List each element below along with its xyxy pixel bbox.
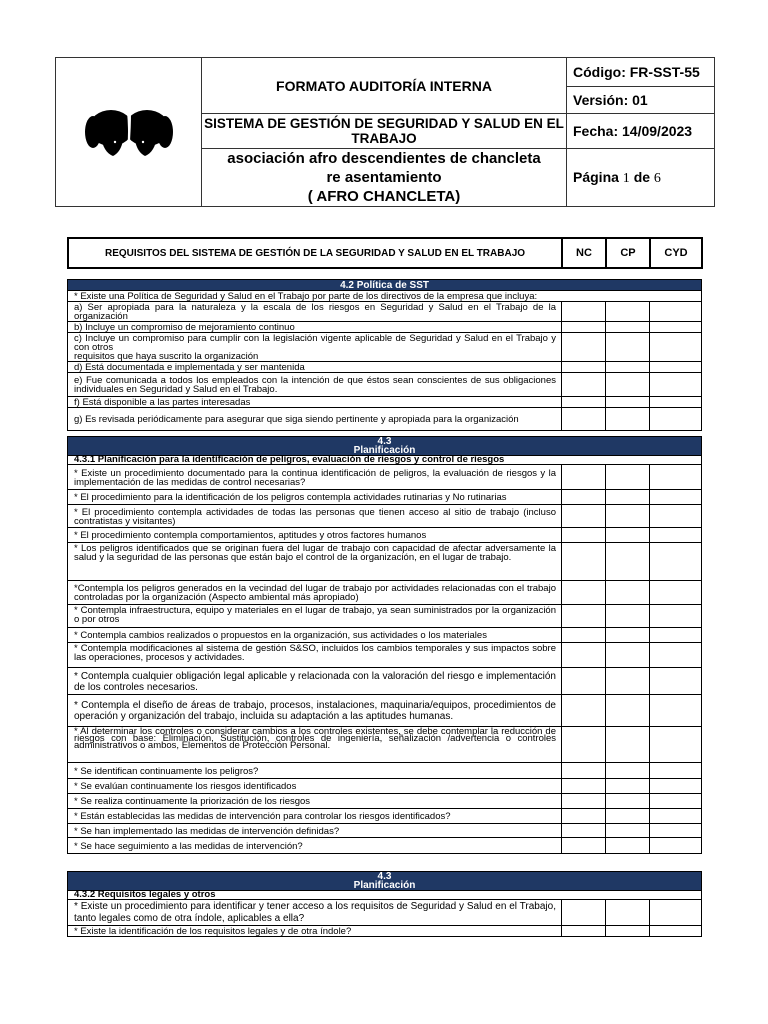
cyd-cell[interactable]: [650, 302, 702, 322]
list-item: * El procedimiento para la identificación de los peligros contempla actividades rutinarias y No rutinarias: [68, 490, 562, 505]
section-bar: [68, 872, 702, 891]
list-item: * Se han implementado las medidas de intervención definidas?: [68, 824, 562, 838]
list-item: * Contempla infraestructura, equipo y materiales en el lugar de trabajo, ya sean suministrados por la organización o por otros: [68, 605, 562, 628]
logo-cell: [56, 58, 202, 207]
nc-cell[interactable]: [562, 373, 606, 397]
list-item: * Existe un procedimiento para identificar y tener acceso a los requisitos de Seguridad y Salud en el Trabajo, tanto legales como de otra índole, aplicables a ella?: [68, 900, 562, 926]
cp-cell[interactable]: [606, 668, 650, 695]
cp-header: CP: [606, 238, 650, 268]
list-item: * Se realiza continuamente la priorización de los riesgos: [68, 794, 562, 809]
list-item: * Existe la identificación de los requisitos legales y de otra índole?: [68, 926, 562, 937]
cyd-cell[interactable]: [650, 505, 702, 528]
cp-cell[interactable]: [606, 528, 650, 543]
cp-cell[interactable]: [606, 408, 650, 431]
document-header: [55, 57, 715, 207]
list-item: [68, 333, 562, 362]
pagina-field: [567, 149, 715, 207]
nc-cell[interactable]: [562, 302, 606, 322]
nc-cell[interactable]: [562, 900, 606, 926]
version-field: Versión: 01: [567, 87, 715, 114]
cp-cell[interactable]: [606, 373, 650, 397]
cp-cell[interactable]: [606, 581, 650, 605]
cyd-cell[interactable]: [650, 668, 702, 695]
section-title: Planificación: [353, 880, 416, 891]
list-item: * Se hace seguimiento a las medidas de intervención?: [68, 838, 562, 854]
system-title: SISTEMA DE GESTIÓN DE SEGURIDAD Y SALUD EN EL TRABAJO: [202, 114, 567, 149]
cyd-cell[interactable]: [650, 373, 702, 397]
cyd-cell[interactable]: [650, 581, 702, 605]
cyd-cell[interactable]: [650, 809, 702, 824]
cp-cell[interactable]: [606, 322, 650, 333]
list-item: * Están establecidas las medidas de intervención para controlar los riesgos identificados?: [68, 809, 562, 824]
nc-cell[interactable]: [562, 528, 606, 543]
cyd-cell[interactable]: [650, 465, 702, 490]
nc-cell[interactable]: [562, 926, 606, 937]
list-item: a) Ser apropiada para la naturaleza y la escala de los riesgos en Seguridad y Salud en el Trabajo de la organización: [68, 302, 562, 322]
nc-cell[interactable]: [562, 322, 606, 333]
list-item: e) Fue comunicada a todos los empleados con la intención de que éstos sean conscientes de sus obligaciones individuales en Seguridad y Salud en el Trabajo.: [68, 373, 562, 397]
cp-cell[interactable]: [606, 900, 650, 926]
cp-cell[interactable]: [606, 397, 650, 408]
list-item: * Existe una Política de Seguridad y Salud en el Trabajo por parte de los directivos de la empresa que incluya:: [68, 291, 702, 302]
cp-cell[interactable]: [606, 809, 650, 824]
cyd-cell[interactable]: [650, 695, 702, 727]
cyd-cell[interactable]: [650, 628, 702, 643]
nc-header: NC: [562, 238, 606, 268]
nc-cell[interactable]: [562, 727, 606, 763]
cp-cell[interactable]: [606, 628, 650, 643]
list-item: * Existe un procedimiento documentado para la continua identificación de peligros, la evaluación de riesgos y la implementación de las medidas de control necesarias?: [68, 465, 562, 490]
cyd-cell[interactable]: [650, 543, 702, 581]
list-item: * Los peligros identificados que se originan fuera del lugar de trabajo con capacidad de afectar adversamente la salud y la seguridad de las personas que están bajo el control de la organización, en el lugar de trabajo.: [68, 543, 562, 581]
section-bar: [68, 437, 702, 456]
nc-cell[interactable]: [562, 794, 606, 809]
subsection-heading: 4.3.2 Requisitos legales y otros: [68, 891, 702, 900]
list-item: * Se identifican continuamente los peligros?: [68, 763, 562, 779]
cyd-cell[interactable]: [650, 763, 702, 779]
cyd-cell[interactable]: [650, 322, 702, 333]
list-item: d) Está documentada e implementada y ser mantenida: [68, 362, 562, 373]
cyd-cell[interactable]: [650, 794, 702, 809]
codigo-field: Código: FR-SST-55: [567, 58, 715, 87]
org-line-1: asociación afro descendientes de chancleta: [227, 150, 541, 167]
cp-cell[interactable]: [606, 794, 650, 809]
nc-cell[interactable]: [562, 505, 606, 528]
nc-cell[interactable]: [562, 408, 606, 431]
nc-cell[interactable]: [562, 809, 606, 824]
nc-cell[interactable]: [562, 333, 606, 362]
cyd-cell[interactable]: [650, 779, 702, 794]
nc-cell[interactable]: [562, 628, 606, 643]
org-line-3: ( AFRO CHANCLETA): [307, 188, 461, 205]
nc-cell[interactable]: [562, 824, 606, 838]
cp-cell[interactable]: [606, 362, 650, 373]
cp-cell[interactable]: [606, 543, 650, 581]
cyd-cell[interactable]: [650, 926, 702, 937]
pagina-label: Página: [573, 168, 619, 185]
cp-cell[interactable]: [606, 838, 650, 854]
list-item: * Se evalúan continuamente los riesgos identificados: [68, 779, 562, 794]
section-number: 4.3: [377, 436, 392, 447]
cp-cell[interactable]: [606, 302, 650, 322]
nc-cell[interactable]: [562, 838, 606, 854]
nc-cell[interactable]: [562, 763, 606, 779]
section-4-3-1-table: [67, 436, 702, 854]
cyd-cell[interactable]: [650, 408, 702, 431]
list-item: * Al determinar los controles o considerar cambios a los controles existentes, se debe contemplar la reducción de riesgos con base: Eliminación, Sustitución, controles de ingeniería, señalización /advertencia o controles administrativos o ambos, Elementos de Protección Personal.: [68, 727, 562, 763]
list-item: b) Incluye un compromiso de mejoramiento continuo: [68, 322, 562, 333]
organization-name: [202, 149, 567, 207]
cp-cell[interactable]: [606, 779, 650, 794]
nc-cell[interactable]: [562, 465, 606, 490]
nc-cell[interactable]: [562, 397, 606, 408]
two-faces-logo-icon: [56, 58, 201, 206]
nc-cell[interactable]: [562, 581, 606, 605]
org-line-2: re asentamiento: [326, 169, 442, 186]
list-item: *Contempla los peligros generados en la vecindad del lugar de trabajo por actividades relacionadas con el trabajo controladas por la organización (Aspecto ambiental más apropiado): [68, 581, 562, 605]
list-item: * Contempla modificaciones al sistema de gestión S&SO, incluidos los cambios temporales y sus impactos sobre las operaciones, procesos y actividades.: [68, 643, 562, 668]
list-item: * El procedimiento contempla actividades de todas las personas que tienen acceso al sitio de trabajo (incluso contratistas y visitantes): [68, 505, 562, 528]
nc-cell[interactable]: [562, 643, 606, 668]
item-text: c) Incluye un compromiso para cumplir con la legislación vigente aplicable de Seguridad y Salud en el Trabajo y con otros: [74, 333, 556, 353]
nc-cell[interactable]: [562, 605, 606, 628]
cyd-cell[interactable]: [650, 824, 702, 838]
cyd-cell[interactable]: [650, 838, 702, 854]
list-item: * Contempla cambios realizados o propuestos en la organización, sus actividades o los materiales: [68, 628, 562, 643]
cyd-cell[interactable]: [650, 490, 702, 505]
fecha-field: Fecha: 14/09/2023: [567, 114, 715, 149]
cyd-header: CYD: [650, 238, 702, 268]
cp-cell[interactable]: [606, 824, 650, 838]
cp-cell[interactable]: [606, 465, 650, 490]
subsection-heading: 4.3.1 Planificación para la identificación de peligros, evaluación de riesgos y control de riesgos: [68, 456, 702, 465]
section-title: Planificación: [353, 445, 416, 456]
cyd-cell[interactable]: [650, 333, 702, 362]
nc-cell[interactable]: [562, 543, 606, 581]
nc-cell[interactable]: [562, 779, 606, 794]
section-4-3-2-table: [67, 871, 702, 937]
pagina-total: 6: [653, 170, 661, 186]
cp-cell[interactable]: [606, 505, 650, 528]
cp-cell[interactable]: [606, 695, 650, 727]
cp-cell[interactable]: [606, 333, 650, 362]
cyd-cell[interactable]: [650, 643, 702, 668]
cp-cell[interactable]: [606, 643, 650, 668]
section-bar: 4.2 Política de SST: [68, 280, 702, 291]
cyd-cell[interactable]: [650, 727, 702, 763]
list-item: * Contempla el diseño de áreas de trabajo, procesos, instalaciones, maquinaria/equipos, procedimientos de operación y organización del trabajo, incluida su adaptación a las aptitudes humanas.: [68, 695, 562, 727]
form-title: FORMATO AUDITORÍA INTERNA: [202, 58, 567, 114]
nc-cell[interactable]: [562, 695, 606, 727]
requirements-title: REQUISITOS DEL SISTEMA DE GESTIÓN DE LA SEGURIDAD Y SALUD EN EL TRABAJO: [68, 238, 562, 268]
list-item: f) Está disponible a las partes interesadas: [68, 397, 562, 408]
cp-cell[interactable]: [606, 763, 650, 779]
nc-cell[interactable]: [562, 668, 606, 695]
cp-cell[interactable]: [606, 727, 650, 763]
cp-cell[interactable]: [606, 490, 650, 505]
cp-cell[interactable]: [606, 605, 650, 628]
list-item: g) Es revisada periódicamente para asegurar que siga siendo pertinente y apropiada para la organización: [68, 408, 562, 431]
pagina-num: 1: [622, 170, 630, 186]
pagina-de: de: [633, 168, 651, 185]
cyd-cell[interactable]: [650, 397, 702, 408]
nc-cell[interactable]: [562, 362, 606, 373]
cyd-cell[interactable]: [650, 605, 702, 628]
list-item: * Contempla cualquier obligación legal aplicable y relacionada con la valoración del riesgo e implementación de los controles necesarios.: [68, 668, 562, 695]
list-item: * El procedimiento contempla comportamientos, aptitudes y otros factores humanos: [68, 528, 562, 543]
section-number: 4.3: [377, 871, 392, 882]
cyd-cell[interactable]: [650, 528, 702, 543]
cyd-cell[interactable]: [650, 362, 702, 373]
cp-cell[interactable]: [606, 926, 650, 937]
section-4-2-table: [67, 279, 702, 431]
requirements-column-header: [67, 237, 703, 269]
item-text: requisitos que haya suscrito la organización: [74, 351, 259, 362]
cyd-cell[interactable]: [650, 900, 702, 926]
nc-cell[interactable]: [562, 490, 606, 505]
